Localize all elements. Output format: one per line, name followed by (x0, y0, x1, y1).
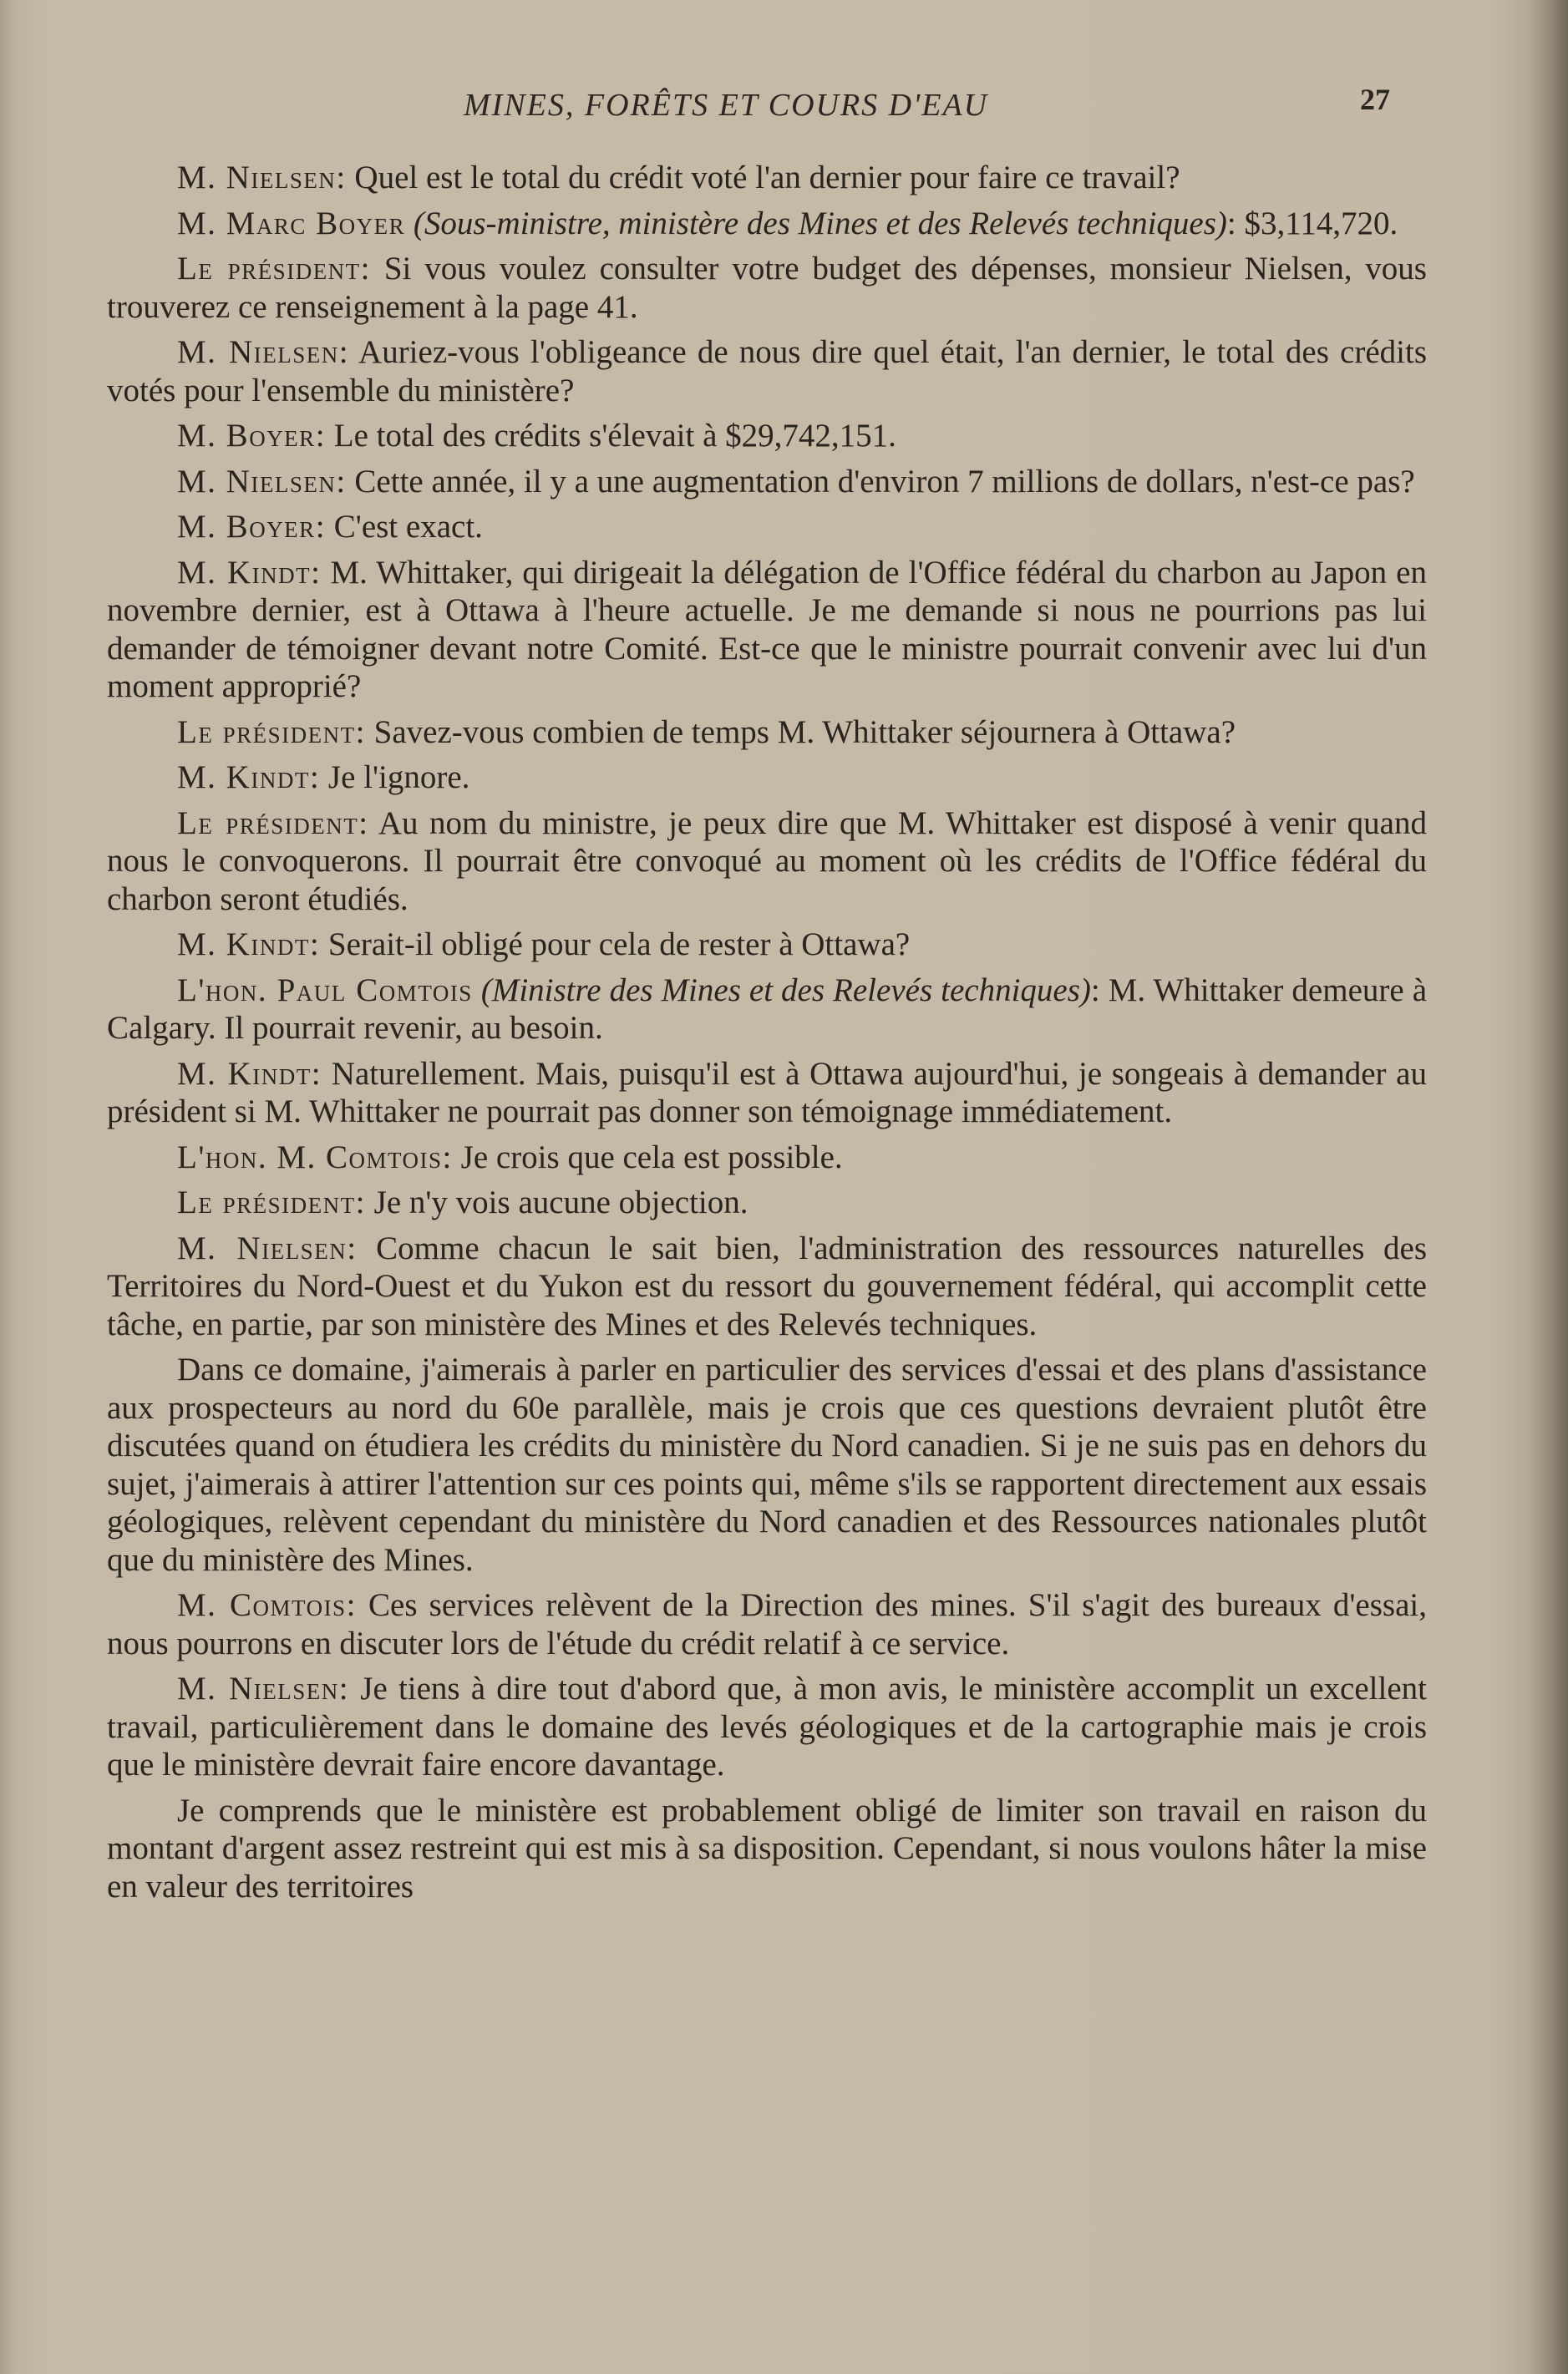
paragraph (107, 1139, 1427, 1177)
speaker-name: M. Nielsen: (177, 334, 350, 370)
speech-text: : $3,114,720. (1226, 205, 1398, 241)
speech-text: M. Whittaker, qui dirigeait la délégation de l'Office fédéral du charbon au Japon en novembre dernier, est à Ottawa à l'heure actuelle. Je me demande si nous ne pourrions pas lui demander de témoigner devant notre Comité. Est-ce que le ministre pourrait convenir avec lui d'un moment approprié? (107, 554, 1427, 704)
paragraph (107, 758, 1427, 797)
speaker-name: M. Kindt: (177, 554, 322, 591)
paragraph (107, 205, 1427, 243)
speech-text: : M. Whittaker demeure à Calgary. Il pourrait revenir, au besoin. (107, 971, 1427, 1046)
speaker-name: M. Comtois: (177, 1587, 357, 1623)
paragraph (107, 804, 1427, 919)
speaker-name: M. Kindt: (177, 1055, 322, 1092)
paragraph (107, 554, 1427, 706)
paragraph (107, 1670, 1427, 1784)
speaker-name: Le président: (177, 804, 369, 841)
speech-text: Au nom du ministre, je peux dire que M. Whittaker est disposé à venir quand nous le convoquerons. Il pourrait être convoqué au moment où les crédits de l'Office fédéral du charbon seront étudiés. (107, 804, 1427, 917)
speech-text: C'est exact. (326, 509, 483, 545)
speaker-name: M. Nielsen: (177, 1230, 358, 1266)
speaker-name: M. Nielsen: (177, 160, 347, 195)
speech-text: Naturellement. Mais, puisqu'il est à Ottawa aujourd'hui, je songeais à demander au président si M. Whittaker ne pourrait pas donner son témoignage immédiatement. (107, 1055, 1427, 1129)
speaker-name: M. Nielsen: (177, 1671, 350, 1707)
speech-text: Quel est le total du crédit voté l'an dernier pour faire ce travail? (346, 160, 1180, 195)
paragraph (107, 713, 1427, 752)
paragraph (107, 1586, 1427, 1662)
paragraph (107, 1792, 1427, 1906)
speaker-name: M. Boyer: (177, 509, 327, 545)
speech-text: Savez-vous combien de temps M. Whittaker séjournera à Ottawa? (365, 713, 1236, 750)
paragraph (107, 926, 1427, 964)
speech-text: Ces services relèvent de la Direction des mines. S'il s'agit des bureaux d'essai, nous pourrons en discuter lors de l'étude du crédit relatif à ce service. (107, 1587, 1427, 1661)
speech-text: Je crois que cela est possible. (452, 1139, 843, 1175)
speaker-role: (Ministre des Mines et des Relevés techniques) (480, 971, 1091, 1008)
paragraph (107, 463, 1427, 501)
speech-text: Si vous voulez consulter votre budget des dépenses, monsieur Nielsen, vous trouverez ce renseignement à la page 41. (107, 251, 1427, 325)
speaker-name: Le président: (177, 713, 366, 750)
speaker-name: Le président: (177, 1184, 366, 1220)
speech-text: Le total des crédits s'élevait à $29,742,151. (326, 418, 896, 454)
page-number: 27 (1360, 83, 1390, 116)
paragraph (107, 1184, 1427, 1222)
speech-text: Serait-il obligé pour cela de rester à Ottawa? (320, 926, 911, 962)
body-text (107, 159, 1427, 1913)
paragraph (107, 1351, 1427, 1579)
speaker-name: Le président: (177, 251, 372, 287)
speech-text: Je comprends que le ministère est probablement obligé de limiter son travail en raison du montant d'argent assez restreint qui est mis à sa disposition. Cependant, si nous voulons hâter la mise en valeur des territoires (107, 1792, 1427, 1905)
speaker-name: M. Marc Boyer (177, 205, 406, 241)
speech-text: Cette année, il y a une augmentation d'environ 7 millions de dollars, n'est-ce pas? (346, 463, 1415, 500)
page-header (0, 82, 1568, 132)
paragraph (107, 971, 1427, 1048)
speaker-name: L'hon. Paul Comtois (177, 971, 473, 1008)
paragraph (107, 250, 1427, 326)
speech-text: Dans ce domaine, j'aimerais à parler en particulier des services d'essai et des plans d'assistance aux prospecteurs au nord du 60e parallèle, mais je crois que ces questions devraient plutôt être discutées quand on étudiera les crédits du ministère du Nord canadien. Si je ne suis pas en dehors du sujet, j'aimerais à attirer l'attention sur ces points qui, même s'ils se rapportent directement aux essais géologiques, relèvent cependant du ministère du Nord canadien et des Ressources nationales plutôt que du ministère des Mines. (107, 1352, 1427, 1578)
running-title: MINES, FORÊTS ET COURS D'EAU (464, 88, 989, 123)
speech-text: Auriez-vous l'obligeance de nous dire quel était, l'an dernier, le total des crédits votés pour l'ensemble du ministère? (107, 334, 1427, 408)
speaker-name: M. Kindt: (177, 926, 321, 962)
paragraph (107, 417, 1427, 455)
speaker-role: (Sous-ministre, ministère des Mines et des Relevés techniques) (413, 205, 1227, 241)
speaker-name: L'hon. M. Comtois: (177, 1139, 453, 1175)
paragraph (107, 159, 1427, 197)
speaker-name: M. Boyer: (177, 418, 327, 454)
paragraph (107, 1055, 1427, 1131)
paragraph (107, 508, 1427, 546)
speech-text: Je l'ignore. (320, 759, 470, 795)
speaker-name: M. Kindt: (177, 759, 321, 795)
paragraph (107, 333, 1427, 409)
speaker-name: M. Nielsen: (177, 463, 347, 500)
paragraph (107, 1230, 1427, 1344)
speech-text: Comme chacun le sait bien, l'administration des ressources naturelles des Territoires du Nord-Ouest et du Yukon est du ressort du gouvernement fédéral, qui accomplit cette tâche, en partie, par son ministère des Mines et des Relevés techniques. (107, 1230, 1427, 1342)
speech-text: Je tiens à dire tout d'abord que, à mon avis, le ministère accomplit un excellent travail, particulièrement dans le domaine des levés géologiques et de la cartographie mais je crois que le ministère devrait faire encore davantage. (107, 1671, 1427, 1783)
speech-text: Je n'y vois aucune objection. (365, 1184, 748, 1220)
